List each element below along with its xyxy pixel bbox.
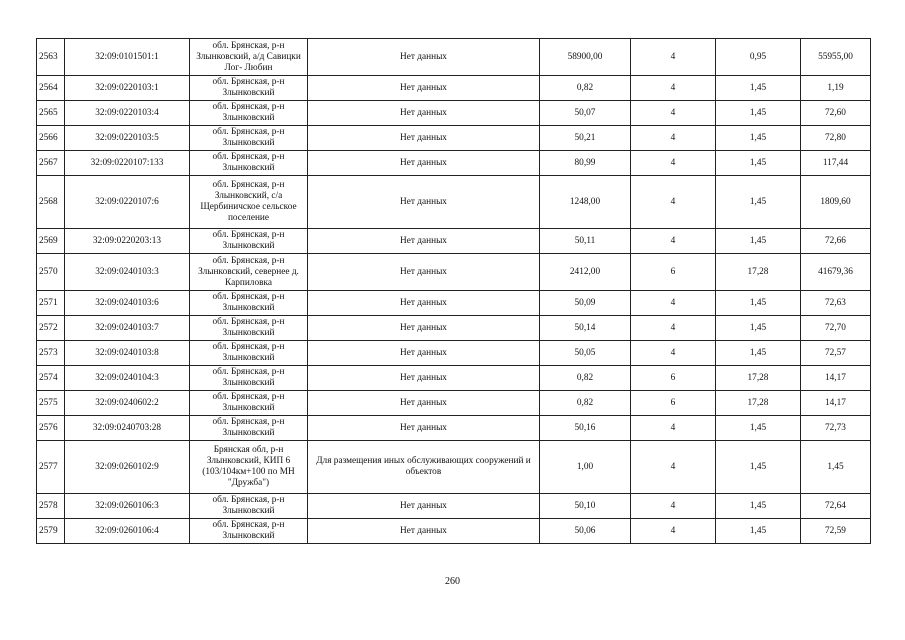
value-cell: 14,17 bbox=[801, 366, 871, 391]
group-cell: 4 bbox=[631, 519, 716, 544]
rate-cell: 1,45 bbox=[716, 101, 801, 126]
group-cell: 4 bbox=[631, 441, 716, 494]
rate-cell: 1,45 bbox=[716, 494, 801, 519]
rate-cell: 1,45 bbox=[716, 519, 801, 544]
value-cell: 72,73 bbox=[801, 416, 871, 441]
row-id-cell: 2574 bbox=[37, 366, 65, 391]
row-id-cell: 2564 bbox=[37, 76, 65, 101]
area-cell: 1,00 bbox=[540, 441, 631, 494]
group-cell: 4 bbox=[631, 316, 716, 341]
area-cell: 50,16 bbox=[540, 416, 631, 441]
row-id-cell: 2577 bbox=[37, 441, 65, 494]
area-cell: 50,14 bbox=[540, 316, 631, 341]
area-cell: 50,10 bbox=[540, 494, 631, 519]
rate-cell: 1,45 bbox=[716, 229, 801, 254]
purpose-cell: Нет данных bbox=[308, 101, 540, 126]
row-id-cell: 2563 bbox=[37, 39, 65, 76]
row-id-cell: 2576 bbox=[37, 416, 65, 441]
address-cell: обл. Брянская, р-н Злынковский bbox=[190, 126, 308, 151]
group-cell: 4 bbox=[631, 229, 716, 254]
value-cell: 72,66 bbox=[801, 229, 871, 254]
rate-cell: 1,45 bbox=[716, 316, 801, 341]
table-row bbox=[37, 229, 871, 254]
purpose-cell: Нет данных bbox=[308, 291, 540, 316]
cadastral-number-cell: 32:09:0260102:9 bbox=[65, 441, 190, 494]
purpose-cell: Для размещения иных обслуживающих сооружений и объектов bbox=[308, 441, 540, 494]
cadastral-number-cell: 32:09:0220103:1 bbox=[65, 76, 190, 101]
cadastral-number-cell: 32:09:0240103:8 bbox=[65, 341, 190, 366]
address-cell: обл. Брянская, р-н Злынковский bbox=[190, 519, 308, 544]
area-cell: 2412,00 bbox=[540, 254, 631, 291]
table-body bbox=[37, 39, 871, 544]
purpose-cell: Нет данных bbox=[308, 416, 540, 441]
rate-cell: 1,45 bbox=[716, 151, 801, 176]
value-cell: 72,59 bbox=[801, 519, 871, 544]
purpose-cell: Нет данных bbox=[308, 391, 540, 416]
rate-cell: 17,28 bbox=[716, 254, 801, 291]
row-id-cell: 2571 bbox=[37, 291, 65, 316]
rate-cell: 1,45 bbox=[716, 76, 801, 101]
area-cell: 50,21 bbox=[540, 126, 631, 151]
group-cell: 4 bbox=[631, 176, 716, 229]
value-cell: 1,19 bbox=[801, 76, 871, 101]
group-cell: 4 bbox=[631, 341, 716, 366]
value-cell: 1809,60 bbox=[801, 176, 871, 229]
area-cell: 50,11 bbox=[540, 229, 631, 254]
value-cell: 117,44 bbox=[801, 151, 871, 176]
row-id-cell: 2572 bbox=[37, 316, 65, 341]
group-cell: 4 bbox=[631, 126, 716, 151]
purpose-cell: Нет данных bbox=[308, 39, 540, 76]
value-cell: 72,63 bbox=[801, 291, 871, 316]
table-row bbox=[37, 366, 871, 391]
area-cell: 0,82 bbox=[540, 391, 631, 416]
value-cell: 1,45 bbox=[801, 441, 871, 494]
rate-cell: 17,28 bbox=[716, 366, 801, 391]
rate-cell: 17,28 bbox=[716, 391, 801, 416]
rate-cell: 1,45 bbox=[716, 441, 801, 494]
table-row bbox=[37, 39, 871, 76]
address-cell: обл. Брянская, р-н Злынковский bbox=[190, 494, 308, 519]
value-cell: 72,70 bbox=[801, 316, 871, 341]
value-cell: 14,17 bbox=[801, 391, 871, 416]
area-cell: 50,06 bbox=[540, 519, 631, 544]
table-row bbox=[37, 316, 871, 341]
purpose-cell: Нет данных bbox=[308, 254, 540, 291]
table-row bbox=[37, 291, 871, 316]
table-row bbox=[37, 341, 871, 366]
row-id-cell: 2567 bbox=[37, 151, 65, 176]
address-cell: обл. Брянская, р-н Злынковский, с/а Щербиничское сельское поселение bbox=[190, 176, 308, 229]
address-cell: обл. Брянская, р-н Злынковский bbox=[190, 151, 308, 176]
area-cell: 80,99 bbox=[540, 151, 631, 176]
cadastral-number-cell: 32:09:0260106:3 bbox=[65, 494, 190, 519]
purpose-cell: Нет данных bbox=[308, 151, 540, 176]
cadastral-number-cell: 32:09:0220103:5 bbox=[65, 126, 190, 151]
address-cell: обл. Брянская, р-н Злынковский bbox=[190, 101, 308, 126]
cadastral-number-cell: 32:09:0220107:6 bbox=[65, 176, 190, 229]
cadastral-table bbox=[36, 38, 871, 544]
group-cell: 6 bbox=[631, 391, 716, 416]
area-cell: 0,82 bbox=[540, 76, 631, 101]
purpose-cell: Нет данных bbox=[308, 126, 540, 151]
table-row bbox=[37, 416, 871, 441]
value-cell: 41679,36 bbox=[801, 254, 871, 291]
group-cell: 4 bbox=[631, 39, 716, 76]
address-cell: обл. Брянская, р-н Злынковский, севернее д. Карпиловка bbox=[190, 254, 308, 291]
row-id-cell: 2579 bbox=[37, 519, 65, 544]
purpose-cell: Нет данных bbox=[308, 494, 540, 519]
table-row bbox=[37, 176, 871, 229]
purpose-cell: Нет данных bbox=[308, 519, 540, 544]
value-cell: 72,57 bbox=[801, 341, 871, 366]
group-cell: 4 bbox=[631, 101, 716, 126]
area-cell: 1248,00 bbox=[540, 176, 631, 229]
table-row bbox=[37, 151, 871, 176]
table-row bbox=[37, 101, 871, 126]
purpose-cell: Нет данных bbox=[308, 316, 540, 341]
cadastral-number-cell: 32:09:0240703:28 bbox=[65, 416, 190, 441]
value-cell: 72,80 bbox=[801, 126, 871, 151]
address-cell: обл. Брянская, р-н Злынковский bbox=[190, 229, 308, 254]
group-cell: 6 bbox=[631, 366, 716, 391]
row-id-cell: 2565 bbox=[37, 101, 65, 126]
purpose-cell: Нет данных bbox=[308, 366, 540, 391]
address-cell: обл. Брянская, р-н Злынковский, а/д Савицки Лог- Любин bbox=[190, 39, 308, 76]
table-row bbox=[37, 254, 871, 291]
table-row bbox=[37, 76, 871, 101]
purpose-cell: Нет данных bbox=[308, 176, 540, 229]
group-cell: 4 bbox=[631, 151, 716, 176]
rate-cell: 1,45 bbox=[716, 176, 801, 229]
address-cell: обл. Брянская, р-н Злынковский bbox=[190, 341, 308, 366]
cadastral-number-cell: 32:09:0220107:133 bbox=[65, 151, 190, 176]
value-cell: 72,64 bbox=[801, 494, 871, 519]
purpose-cell: Нет данных bbox=[308, 229, 540, 254]
rate-cell: 1,45 bbox=[716, 416, 801, 441]
group-cell: 4 bbox=[631, 291, 716, 316]
row-id-cell: 2566 bbox=[37, 126, 65, 151]
row-id-cell: 2575 bbox=[37, 391, 65, 416]
cadastral-number-cell: 32:09:0260106:4 bbox=[65, 519, 190, 544]
group-cell: 6 bbox=[631, 254, 716, 291]
rate-cell: 0,95 bbox=[716, 39, 801, 76]
page-number: 260 bbox=[445, 576, 460, 587]
table-row bbox=[37, 126, 871, 151]
group-cell: 4 bbox=[631, 76, 716, 101]
purpose-cell: Нет данных bbox=[308, 76, 540, 101]
area-cell: 50,09 bbox=[540, 291, 631, 316]
area-cell: 58900,00 bbox=[540, 39, 631, 76]
address-cell: обл. Брянская, р-н Злынковский bbox=[190, 291, 308, 316]
address-cell: обл. Брянская, р-н Злынковский bbox=[190, 316, 308, 341]
cadastral-number-cell: 32:09:0240602:2 bbox=[65, 391, 190, 416]
address-cell: обл. Брянская, р-н Злынковский bbox=[190, 391, 308, 416]
area-cell: 0,82 bbox=[540, 366, 631, 391]
row-id-cell: 2568 bbox=[37, 176, 65, 229]
cadastral-number-cell: 32:09:0240103:7 bbox=[65, 316, 190, 341]
cadastral-number-cell: 32:09:0220103:4 bbox=[65, 101, 190, 126]
value-cell: 55955,00 bbox=[801, 39, 871, 76]
group-cell: 4 bbox=[631, 416, 716, 441]
address-cell: обл. Брянская, р-н Злынковский bbox=[190, 416, 308, 441]
rate-cell: 1,45 bbox=[716, 126, 801, 151]
address-cell: обл. Брянская, р-н Злынковский bbox=[190, 76, 308, 101]
purpose-cell: Нет данных bbox=[308, 341, 540, 366]
table-row bbox=[37, 494, 871, 519]
row-id-cell: 2570 bbox=[37, 254, 65, 291]
cadastral-number-cell: 32:09:0220203:13 bbox=[65, 229, 190, 254]
group-cell: 4 bbox=[631, 494, 716, 519]
cadastral-number-cell: 32:09:0240103:6 bbox=[65, 291, 190, 316]
row-id-cell: 2569 bbox=[37, 229, 65, 254]
table-row bbox=[37, 391, 871, 416]
area-cell: 50,05 bbox=[540, 341, 631, 366]
cadastral-number-cell: 32:09:0240103:3 bbox=[65, 254, 190, 291]
rate-cell: 1,45 bbox=[716, 341, 801, 366]
address-cell: обл. Брянская, р-н Злынковский bbox=[190, 366, 308, 391]
cadastral-number-cell: 32:09:0240104:3 bbox=[65, 366, 190, 391]
row-id-cell: 2578 bbox=[37, 494, 65, 519]
address-cell: Брянская обл, р-н Злынковский, КИП 6 (103/104км+100 по МН "Дружба") bbox=[190, 441, 308, 494]
value-cell: 72,60 bbox=[801, 101, 871, 126]
rate-cell: 1,45 bbox=[716, 291, 801, 316]
table-row bbox=[37, 519, 871, 544]
cadastral-number-cell: 32:09:0101501:1 bbox=[65, 39, 190, 76]
table-row bbox=[37, 441, 871, 494]
area-cell: 50,07 bbox=[540, 101, 631, 126]
row-id-cell: 2573 bbox=[37, 341, 65, 366]
